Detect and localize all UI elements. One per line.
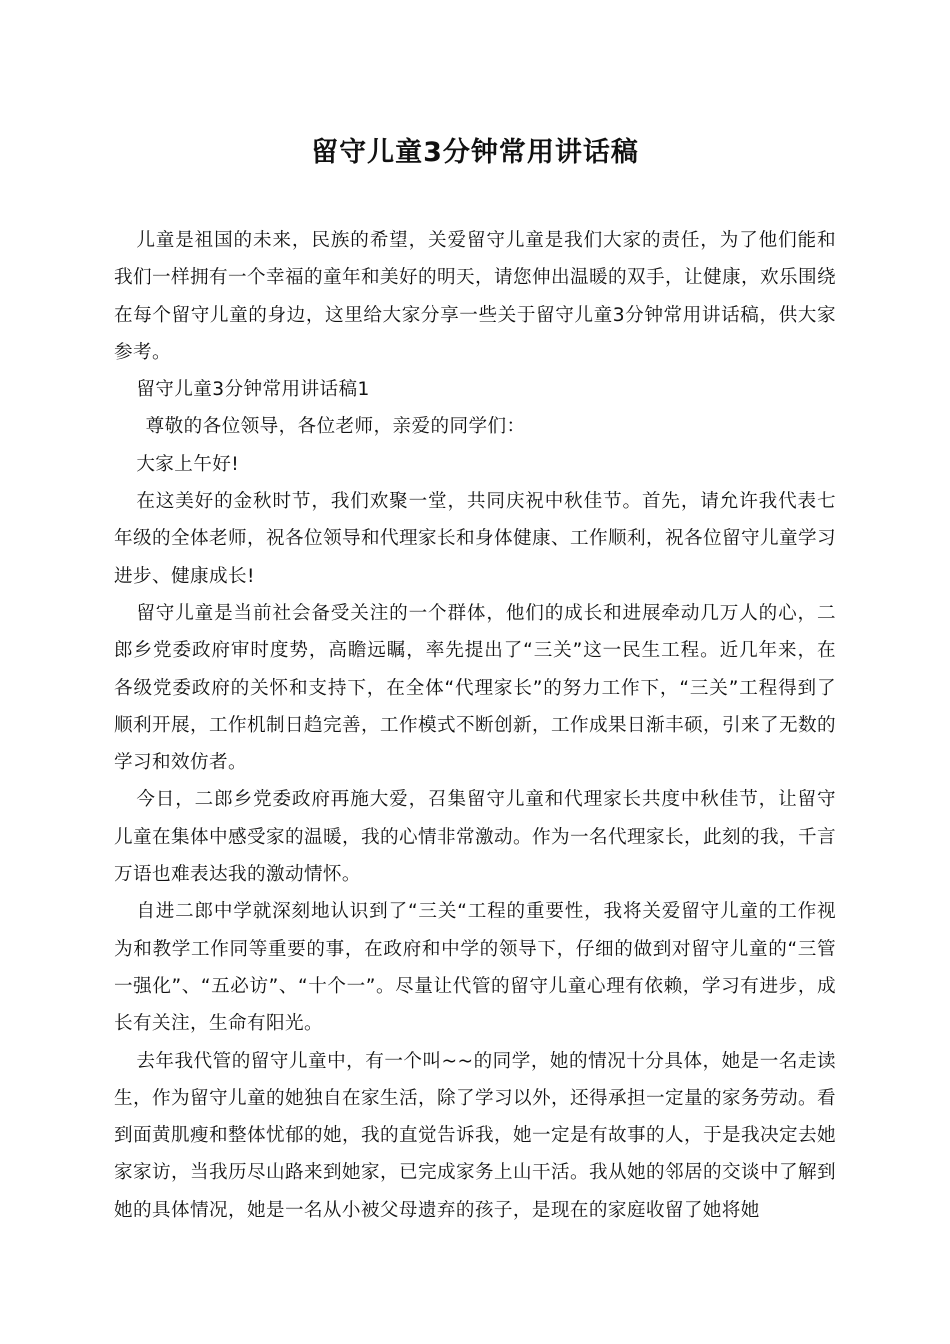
body-paragraph: 在这美好的金秋时节，我们欢聚一堂，共同庆祝中秋佳节。首先，请允许我代表七年级的全体老师，祝各位领导和代理家长和身体健康、工作顺利，祝各位留守儿童学习进步、健康成长! <box>114 491 836 587</box>
body-paragraph: 今日，二郎乡党委政府再施大爱，召集留守儿童和代理家长共度中秋佳节，让留守儿童在集体中感受家的温暖，我的心情非常激动。作为一名代理家长，此刻的我，千言万语也难表达我的激动情怀。 <box>114 789 836 886</box>
body-paragraph: 去年我代管的留守儿童中，有一个叫~~的同学，她的情况十分具体，她是一名走读生，作为留守儿童的她独自在家生活，除了学习以外，还得承担一定量的家务劳动。看到面黄肌瘦和整体忧郁的她，我的直觉告诉我，她一定是有故事的人，于是我决定去她家家访，当我历尽山路来到她家，已完成家务上山干活。我从她的邻居的交谈中了解到她的具体情况，她是一名从小被父母遗弃的孩子，是现在的家庭收留了她将她 <box>114 1050 836 1221</box>
body-paragraph: 自进二郎中学就深刻地认识到了“三关“工程的重要性，我将关爱留守儿童的工作视为和教学工作同等重要的事，在政府和中学的领导下，仔细的做到对留守儿童的“三管一强化”、“五必访”、“十个一”。尽量让代管的留守儿童心理有依赖，学习有进步，成长有关注，生命有阳光。 <box>114 901 836 1035</box>
document-title: 留守儿童3分钟常用讲话稿 <box>311 137 639 168</box>
intro-paragraph: 儿童是祖国的未来，民族的希望，关爱留守儿童是我们大家的责任，为了他们能和我们一样拥有一个幸福的童年和美好的明天，请您伸出温暖的双手，让健康，欢乐围绕在每个留守儿童的身边，这里给大家分享一些关于留守儿童3分钟常用讲话稿，供大家参考。 <box>114 230 836 363</box>
section-heading: 留守儿童3分钟常用讲话稿1 <box>136 379 370 401</box>
greeting-paragraph: 大家上午好! <box>136 453 240 475</box>
body-paragraph: 留守儿童是当前社会备受关注的一个群体，他们的成长和进展牵动几万人的心，二郎乡党委政府审时度势，高瞻远瞩，率先提出了“三关”这一民生工程。近几年来，在各级党委政府的关怀和支持下，在全体“代理家长”的努力工作下，“三关”工程得到了顺利开展，工作机制日趋完善，工作模式不断创新，工作成果日渐丰硕，引来了无数的学习和效仿者。 <box>114 602 836 774</box>
salutation-paragraph: 尊敬的各位领导，各位老师，亲爱的同学们： <box>145 416 526 438</box>
document-body <box>114 222 836 1229</box>
